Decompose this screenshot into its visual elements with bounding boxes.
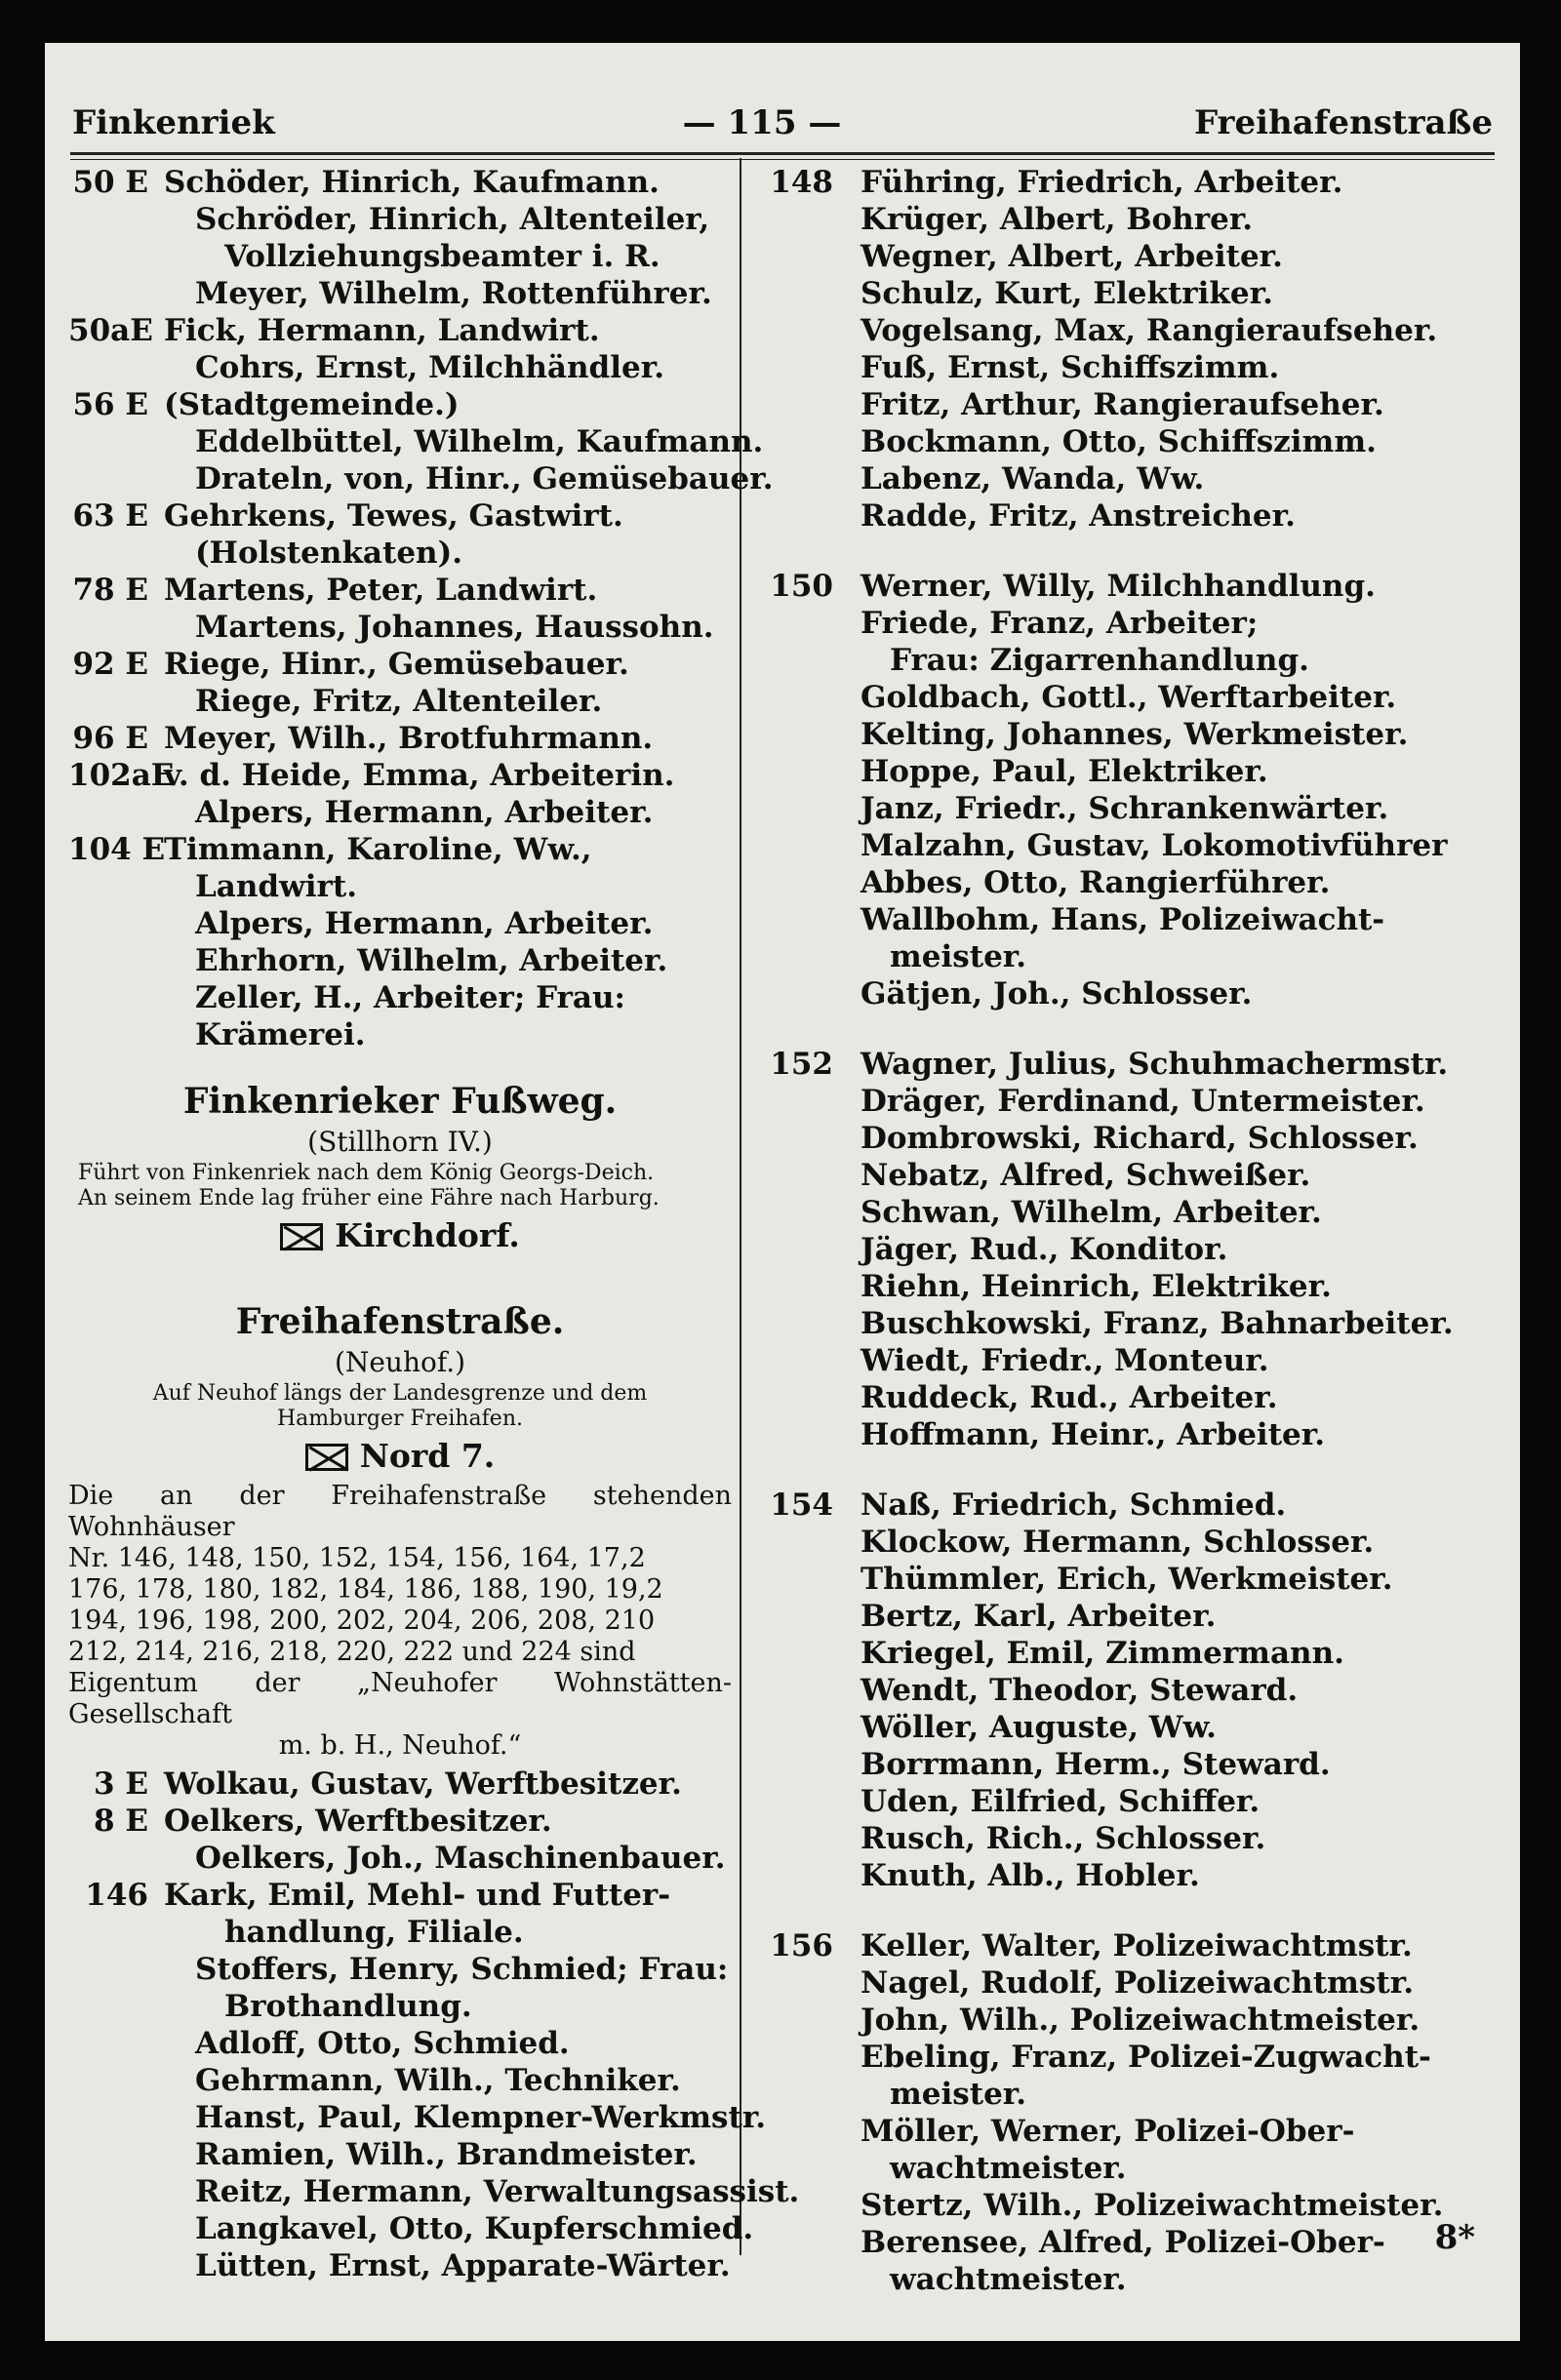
resident-text: wachtmeister. [890, 2262, 1127, 2297]
resident-text: Krüger, Albert, Bohrer. [861, 202, 1254, 237]
resident-text: Rusch, Rich., Schlosser. [861, 1821, 1266, 1856]
section-title-fussweg: Finkenrieker Fußweg. [182, 1081, 618, 1122]
resident-text: Eddelbüttel, Wilhelm, Kaufmann. [195, 424, 764, 459]
resident-text: Abbes, Otto, Rangierführer. [861, 865, 1331, 900]
directory-entry [753, 975, 1504, 1012]
entries-finkenriek [68, 164, 774, 1053]
resident-text: Riehn, Heinrich, Elektriker. [861, 1269, 1332, 1304]
directory-entry [68, 646, 732, 683]
directory-entry [68, 979, 732, 1016]
directory-entry [753, 1672, 1504, 1709]
resident-text: Martens, Johannes, Haussohn. [195, 610, 714, 645]
directory-entry [68, 1016, 732, 1053]
directory-entry [68, 349, 732, 386]
directory-entry [68, 2025, 732, 2062]
resident-text: Führing, Friedrich, Arbeiter. [861, 165, 1343, 200]
resident-text: Kelting, Johannes, Werkmeister. [861, 717, 1409, 752]
resident-text: Meyer, Wilh., Brotfuhrmann. [164, 721, 654, 756]
resident-text: Cohrs, Ernst, Milchhändler. [195, 350, 665, 385]
directory-entry [68, 1840, 732, 1877]
directory-entry [753, 2113, 1504, 2150]
directory-entry [753, 1379, 1504, 1416]
paragraph-line: 212, 214, 216, 218, 220, 222 und 224 sind [68, 1637, 636, 1667]
directory-entry [753, 2039, 1504, 2076]
resident-text: Goldbach, Gottl., Werftarbeiter. [861, 680, 1397, 715]
resident-text: Ebeling, Franz, Polizei-Zugwacht- [861, 2040, 1431, 2075]
resident-text: Schulz, Kurt, Elektriker. [861, 276, 1273, 311]
house-number: 102aE [68, 758, 175, 793]
resident-text: Dombrowski, Richard, Schlosser. [861, 1121, 1419, 1156]
resident-text: Gätjen, Joh., Schlosser. [861, 976, 1253, 1012]
resident-text: Thümmler, Erich, Werkmeister. [861, 1562, 1393, 1597]
directory-entry [68, 238, 732, 275]
directory-entry [753, 1927, 1504, 1964]
resident-text: Timmann, Karoline, Ww., [164, 832, 592, 867]
directory-entry [68, 1988, 732, 2025]
resident-text: (Stadtgemeinde.) [164, 387, 460, 422]
directory-entry [68, 1877, 732, 1914]
directory-entry [753, 2261, 1504, 2298]
directory-entry [753, 1305, 1504, 1342]
directory-entry [68, 312, 732, 349]
house-group [753, 164, 1504, 535]
directory-entry [68, 942, 732, 979]
directory-entry [753, 864, 1504, 901]
postal-district-label: Nord 7. [359, 1437, 496, 1475]
directory-entry [753, 1746, 1504, 1783]
directory-entry [68, 460, 774, 497]
resident-text: Kark, Emil, Mehl- und Futter- [164, 1878, 671, 1913]
resident-text: Lütten, Ernst, Apparate-Wärter. [195, 2248, 731, 2283]
resident-text: Ramien, Wilh., Brandmeister. [195, 2137, 698, 2172]
directory-entry [753, 1046, 1504, 1083]
directory-entry [753, 753, 1504, 790]
resident-text: Wagner, Julius, Schuhmachermstr. [861, 1047, 1449, 1082]
house-number: 50 E [72, 165, 148, 200]
resident-text: Wöller, Auguste, Ww. [861, 1710, 1217, 1745]
running-head-right: Freihafenstraße [1194, 103, 1493, 142]
directory-entry [68, 2173, 800, 2210]
directory-entry [68, 831, 732, 868]
resident-text: Dräger, Ferdinand, Untermeister. [861, 1084, 1425, 1119]
resident-text: Wolkau, Gustav, Werftbesitzer. [164, 1766, 682, 1802]
signature-mark: 8* [1434, 2218, 1475, 2257]
resident-text: Möller, Werner, Polizei-Ober- [861, 2114, 1355, 2149]
resident-text: Riege, Hinr., Gemüsebauer. [164, 647, 629, 682]
directory-entry [753, 1194, 1504, 1231]
house-number: 56 E [72, 387, 148, 422]
directory-entry [753, 827, 1504, 864]
resident-text: Schöder, Hinrich, Kaufmann. [164, 165, 660, 200]
postal-district [68, 1217, 732, 1260]
resident-text: Zeller, H., Arbeiter; Frau: [195, 980, 625, 1015]
resident-text: Nebatz, Alfred, Schweißer. [861, 1158, 1311, 1193]
directory-entry [753, 1083, 1504, 1120]
resident-text: Stoffers, Henry, Schmied; Frau: [195, 1952, 729, 1987]
paragraph-line: m. b. H., Neuhof.“ [278, 1730, 522, 1761]
right-column [753, 164, 1504, 2298]
paragraph-line: Die an der Freihafenstraße stehenden Wohnhäuser [68, 1481, 732, 1542]
resident-text: Alpers, Hermann, Arbeiter. [195, 906, 654, 941]
resident-text: Vogelsang, Max, Rangieraufseher. [861, 313, 1438, 348]
resident-text: Berensee, Alfred, Polizei-Ober- [861, 2225, 1385, 2260]
directory-entry [753, 1598, 1504, 1635]
house-group [753, 1487, 1504, 1894]
resident-text: Uden, Eilfried, Schiffer. [861, 1784, 1261, 1819]
directory-entry [68, 868, 732, 905]
resident-text: Wendt, Theodor, Steward. [861, 1673, 1299, 1708]
resident-text: Klockow, Hermann, Schlosser. [861, 1525, 1375, 1560]
resident-text: Malzahn, Gustav, Lokomotivführer [861, 828, 1448, 863]
section-note-line: An seinem Ende lag früher eine Fähre nach Harburg. [78, 1186, 660, 1210]
section-title-freihafenstrasse: Freihafenstraße. [235, 1301, 565, 1342]
directory-entry [753, 1524, 1504, 1561]
resident-text: Borrmann, Herm., Steward. [861, 1747, 1331, 1782]
directory-entry [753, 238, 1504, 275]
resident-text: Landwirt. [195, 869, 358, 904]
resident-text: Bockmann, Otto, Schiffszimm. [861, 424, 1377, 459]
directory-entry [753, 1487, 1504, 1524]
directory-entry [753, 1857, 1504, 1894]
house-number: 3 E [94, 1766, 148, 1802]
resident-text: Vollziehungsbeamter i. R. [224, 239, 660, 274]
house-number: 104 E [68, 832, 166, 867]
resident-text: Riege, Fritz, Altenteiler. [195, 684, 603, 719]
directory-entry [68, 423, 764, 460]
directory-entry [68, 2099, 767, 2136]
envelope-icon [280, 1223, 323, 1250]
resident-text: (Holstenkaten). [195, 536, 463, 571]
resident-text: handlung, Filiale. [224, 1915, 524, 1950]
resident-text: Kriegel, Emil, Zimmermann. [861, 1636, 1344, 1671]
resident-text: Buschkowski, Franz, Bahnarbeiter. [861, 1306, 1454, 1341]
house-group [753, 568, 1504, 1012]
resident-text: Adloff, Otto, Schmied. [195, 2026, 570, 2061]
entries-freihafenstrasse [68, 1765, 800, 2284]
resident-text: Keller, Walter, Polizeiwachtmstr. [861, 1928, 1413, 1964]
resident-text: Reitz, Hermann, Verwaltungsassist. [195, 2174, 800, 2209]
directory-entry [68, 757, 732, 794]
directory-entry [68, 1765, 732, 1803]
resident-text: Knuth, Alb., Hobler. [861, 1858, 1200, 1893]
house-number: 96 E [72, 721, 148, 756]
page-number: — 115 — [682, 103, 842, 142]
directory-entry [753, 1157, 1504, 1194]
directory-entry [68, 609, 732, 646]
resident-text: meister. [890, 939, 1027, 974]
paragraph-line: 176, 178, 180, 182, 184, 186, 188, 190, 19,2 [68, 1574, 663, 1605]
directory-entry [753, 1561, 1504, 1598]
house-number: 146 [85, 1878, 148, 1913]
resident-text: Wegner, Albert, Arbeiter. [861, 239, 1283, 274]
directory-entry [753, 642, 1504, 679]
directory-entry [68, 905, 732, 942]
house-number: 78 E [72, 573, 148, 608]
directory-entry [68, 2062, 732, 2099]
house-number: 8 E [94, 1804, 148, 1839]
section-sub-freihafenstrasse: (Neuhof.) [334, 1346, 466, 1378]
resident-text: Alpers, Hermann, Arbeiter. [195, 795, 654, 830]
header-rule-thin [70, 159, 1495, 160]
section-sub-fussweg: (Stillhorn IV.) [307, 1126, 493, 1158]
resident-text: Fritz, Arthur, Rangieraufseher. [861, 387, 1384, 422]
resident-text: wachtmeister. [890, 2151, 1127, 2186]
directory-entry [753, 790, 1504, 827]
directory-entry [753, 2076, 1504, 2113]
directory-entry [753, 1820, 1504, 1857]
resident-text: Drateln, von, Hinr., Gemüsebauer. [195, 461, 774, 496]
running-head-left: Finkenriek [72, 103, 275, 142]
directory-entry [68, 201, 732, 238]
paragraph-line: Nr. 146, 148, 150, 152, 154, 156, 164, 17,2 [68, 1543, 646, 1573]
resident-text: Meyer, Wilhelm, Rottenführer. [195, 276, 712, 311]
resident-text: Langkavel, Otto, Kupferschmied. [195, 2211, 754, 2246]
house-group [753, 1927, 1504, 2298]
directory-entry [753, 568, 1504, 605]
directory-entry [753, 2150, 1504, 2187]
entries-right [753, 164, 1504, 2298]
house-number: 154 [770, 1488, 833, 1523]
directory-entry [753, 1342, 1504, 1379]
directory-entry [753, 1231, 1504, 1268]
resident-text: Fick, Hermann, Landwirt. [164, 313, 600, 348]
directory-entry [753, 349, 1504, 386]
resident-text: Labenz, Wanda, Ww. [861, 461, 1205, 496]
resident-text: meister. [890, 2077, 1027, 2112]
directory-entry [753, 1709, 1504, 1746]
resident-text: Frau: Zigarrenhandlung. [890, 643, 1309, 678]
directory-entry [753, 2002, 1504, 2039]
resident-text: Janz, Friedr., Schrankenwärter. [861, 791, 1389, 826]
postal-district [68, 1438, 732, 1481]
directory-entry [68, 2136, 732, 2173]
directory-entry [753, 386, 1504, 423]
directory-entry [68, 1803, 732, 1840]
resident-text: Ruddeck, Rud., Arbeiter. [861, 1380, 1278, 1415]
resident-text: Gehrmann, Wilh., Techniker. [195, 2063, 681, 2098]
house-number: 156 [770, 1928, 833, 1964]
section-note-line: Auf Neuhof längs der Landesgrenze und dem [152, 1381, 648, 1406]
directory-entry [68, 2247, 732, 2284]
resident-text: Stertz, Wilh., Polizeiwachtmeister. [861, 2188, 1444, 2223]
resident-text: Martens, Peter, Landwirt. [164, 573, 598, 608]
paragraph-line: 194, 196, 198, 200, 202, 204, 206, 208, 210 [68, 1606, 656, 1636]
directory-entry [68, 720, 732, 757]
resident-text: Wallbohm, Hans, Polizeiwacht- [861, 902, 1385, 937]
directory-entry [68, 2210, 754, 2247]
house-number: 152 [770, 1047, 833, 1082]
directory-entry [753, 679, 1504, 716]
resident-text: Wiedt, Friedr., Monteur. [861, 1343, 1269, 1378]
running-head [45, 103, 1520, 152]
resident-text: Friede, Franz, Arbeiter; [861, 606, 1259, 641]
directory-entry [68, 386, 732, 423]
book-page [45, 43, 1520, 2341]
directory-entry [753, 605, 1504, 642]
header-rule [70, 152, 1495, 155]
house-number: 150 [770, 569, 833, 604]
directory-entry [753, 275, 1504, 312]
left-column [68, 164, 800, 2284]
house-number: 92 E [72, 647, 148, 682]
resident-text: Werner, Willy, Milchhandlung. [861, 569, 1376, 604]
directory-entry [753, 901, 1504, 938]
directory-entry [753, 2187, 1504, 2224]
directory-entry [68, 572, 732, 609]
directory-entry [753, 201, 1504, 238]
directory-entry [68, 1951, 732, 1988]
resident-text: Schröder, Hinrich, Altenteiler, [195, 202, 710, 237]
resident-text: Schwan, Wilhelm, Arbeiter. [861, 1195, 1322, 1230]
directory-entry [68, 497, 732, 535]
resident-text: John, Wilh., Polizeiwachtmeister. [861, 2003, 1421, 2038]
directory-entry [68, 275, 732, 312]
envelope-icon [305, 1444, 348, 1471]
resident-text: Ehrhorn, Wilhelm, Arbeiter. [195, 943, 668, 978]
directory-entry [753, 164, 1504, 201]
directory-entry [753, 1783, 1504, 1820]
directory-entry [68, 794, 732, 831]
directory-entry [753, 312, 1504, 349]
ownership-paragraph [68, 1481, 732, 1762]
directory-entry [753, 1635, 1504, 1672]
directory-entry [753, 1268, 1504, 1305]
resident-text: Radde, Fritz, Anstreicher. [861, 498, 1296, 534]
resident-text: Hoppe, Paul, Elektriker. [861, 754, 1268, 789]
directory-entry [753, 938, 1504, 975]
resident-text: v. d. Heide, Emma, Arbeiterin. [164, 758, 675, 793]
resident-text: Fuß, Ernst, Schiffszimm. [861, 350, 1280, 385]
directory-entry [753, 460, 1504, 497]
resident-text: Hanst, Paul, Klempner-Werkmstr. [195, 2100, 767, 2135]
resident-text: Oelkers, Werftbesitzer. [164, 1804, 552, 1839]
resident-text: Naß, Friedrich, Schmied. [861, 1488, 1287, 1523]
resident-text: Jäger, Rud., Konditor. [861, 1232, 1228, 1267]
house-number: 63 E [72, 498, 148, 534]
resident-text: Brothandlung. [224, 1989, 472, 2024]
resident-text: Hoffmann, Heinr., Arbeiter. [861, 1417, 1326, 1452]
directory-entry [753, 497, 1504, 535]
section-note-line: Führt von Finkenriek nach dem König Georgs-Deich. [78, 1161, 655, 1185]
paragraph-line: Eigentum der „Neuhofer Wohnstätten-Gesellschaft [68, 1668, 732, 1729]
directory-entry [68, 683, 732, 720]
directory-entry [753, 1964, 1504, 2002]
directory-entry [68, 164, 732, 201]
resident-text: Gehrkens, Tewes, Gastwirt. [164, 498, 623, 534]
directory-entry [753, 716, 1504, 753]
resident-text: Oelkers, Joh., Maschinenbauer. [195, 1841, 726, 1876]
house-number: 50aE [68, 313, 153, 348]
directory-entry [753, 423, 1504, 460]
resident-text: Bertz, Karl, Arbeiter. [861, 1599, 1217, 1634]
section-note-line: Hamburger Freihafen. [277, 1407, 523, 1431]
directory-entry [753, 1416, 1504, 1453]
house-number: 148 [770, 165, 833, 200]
postal-district-label: Kirchdorf. [335, 1216, 520, 1254]
directory-entry [753, 2224, 1504, 2261]
house-group [753, 1046, 1504, 1453]
directory-entry [753, 1120, 1504, 1157]
resident-text: Krämerei. [195, 1017, 366, 1052]
directory-entry [68, 535, 732, 572]
resident-text: Nagel, Rudolf, Polizeiwachtmstr. [861, 1965, 1415, 2001]
directory-entry [68, 1914, 732, 1951]
